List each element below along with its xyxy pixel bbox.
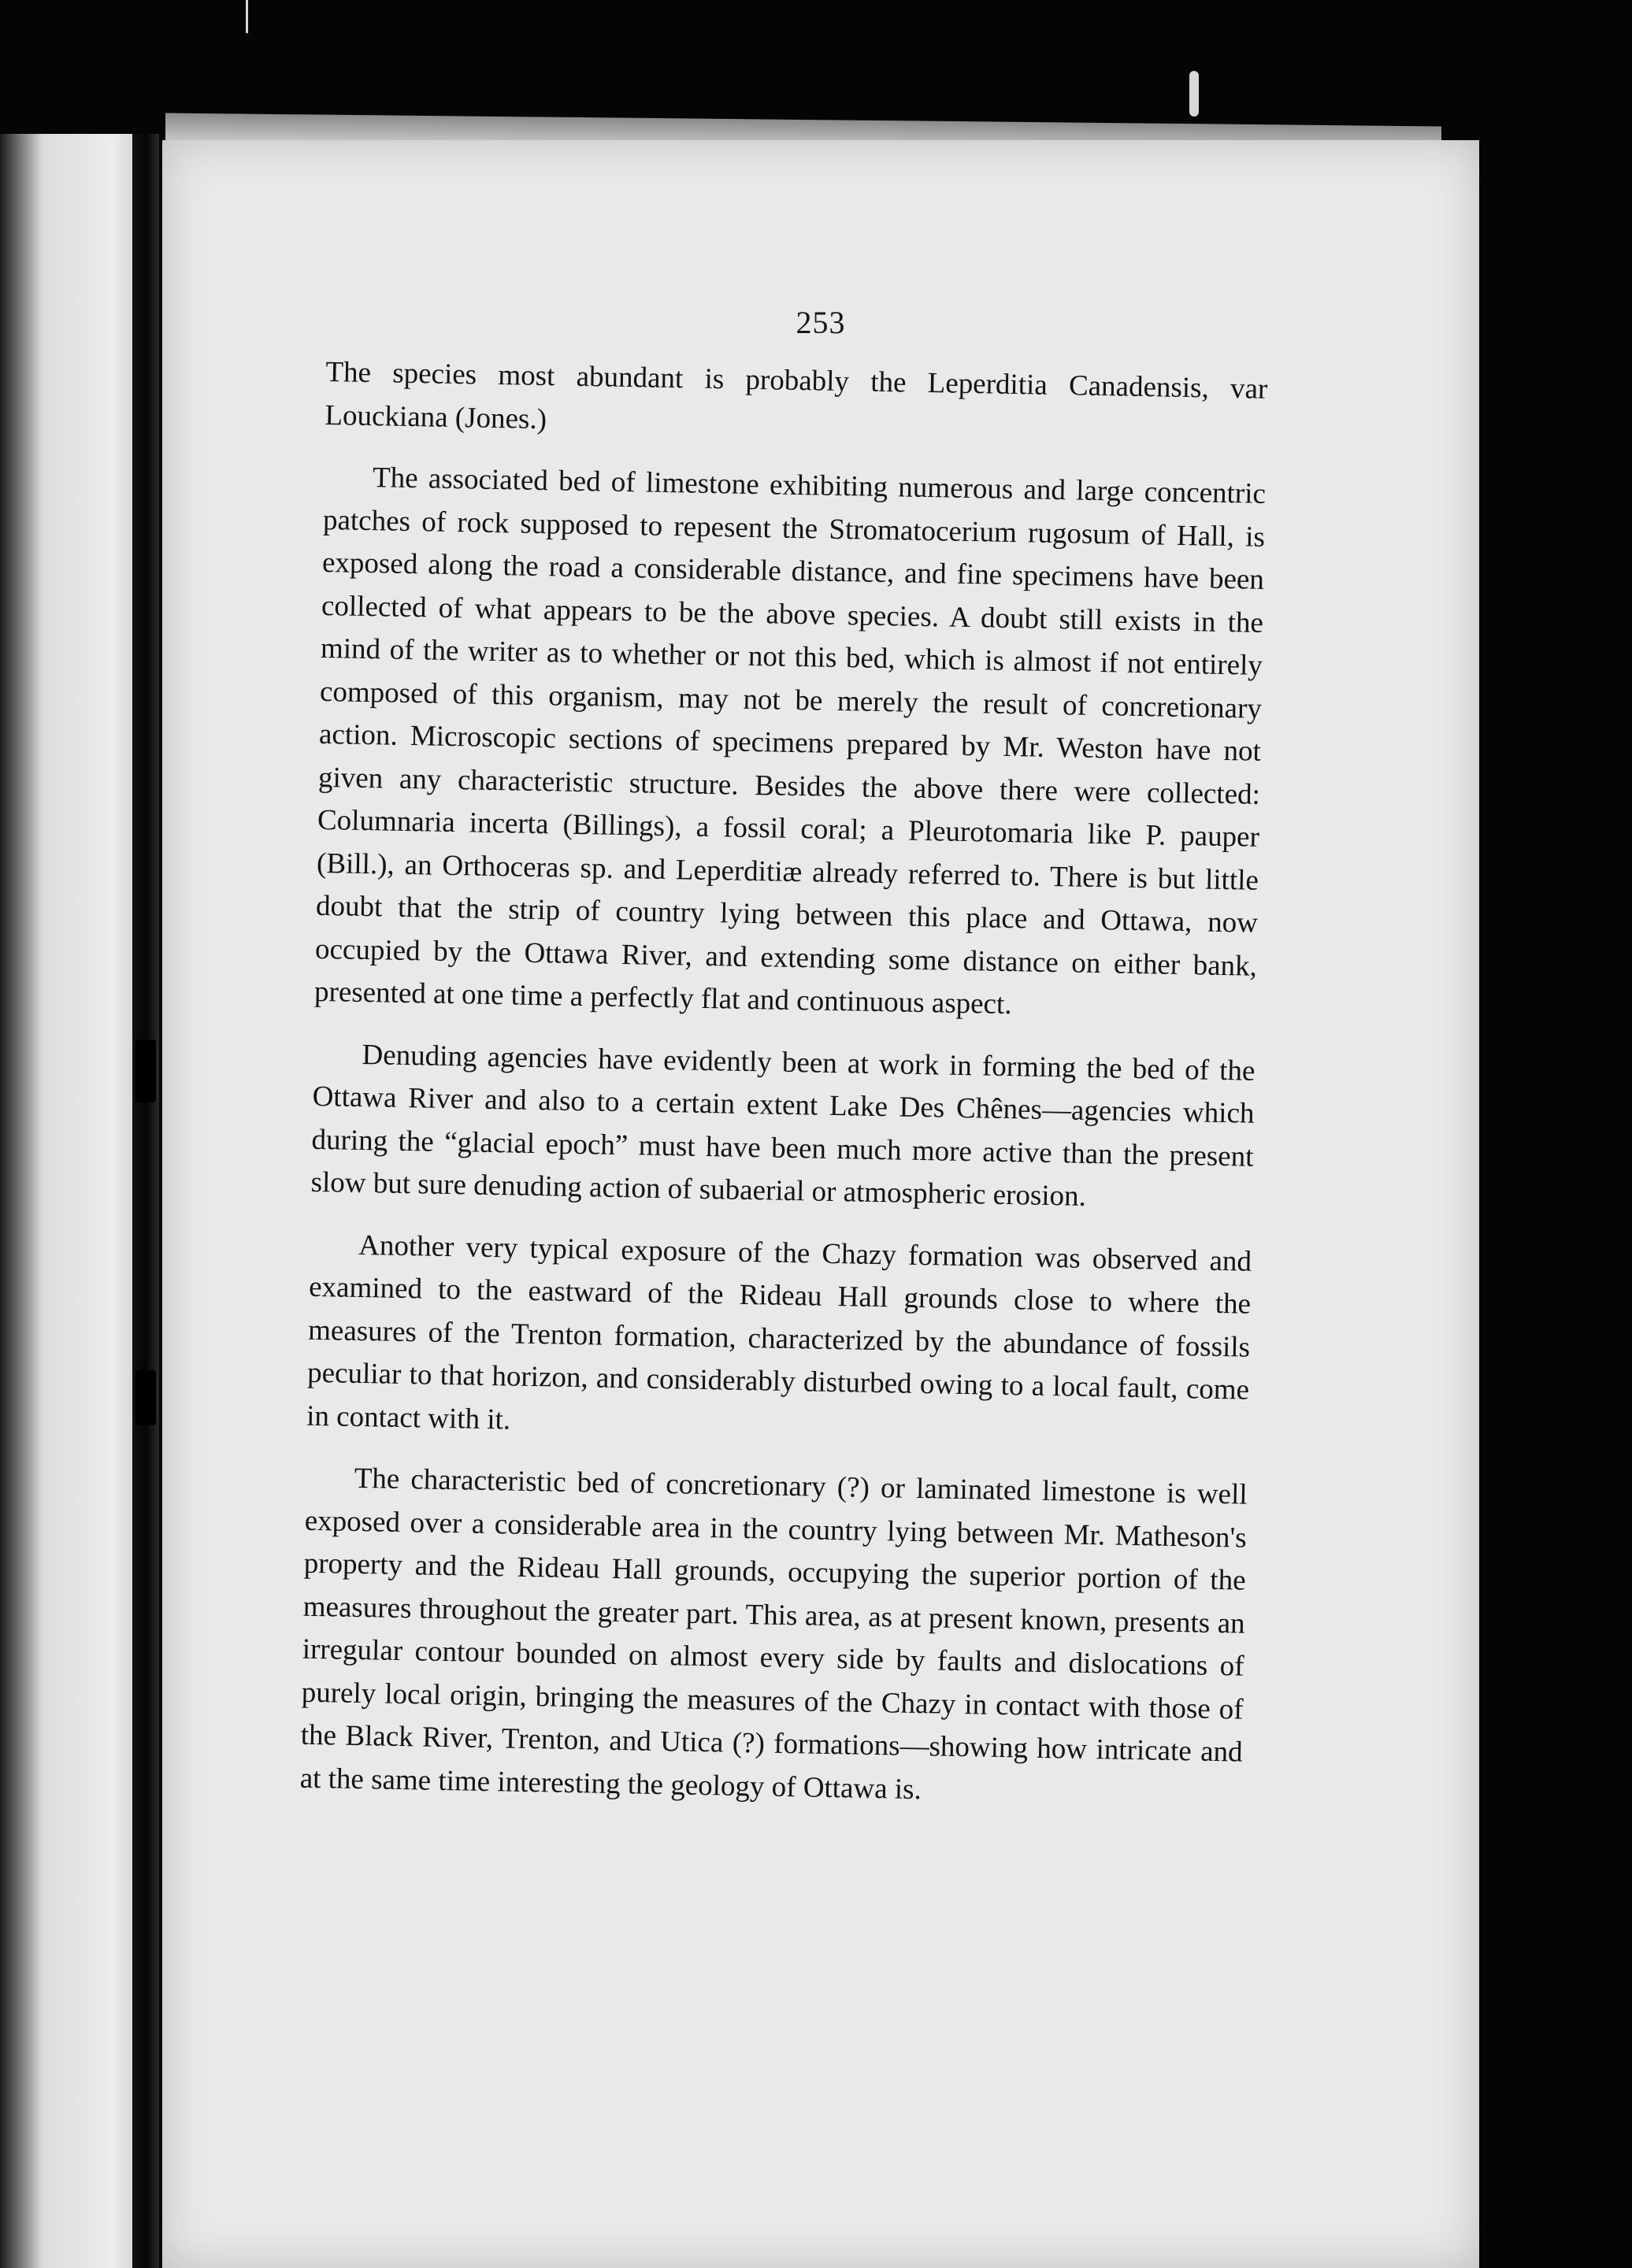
scan-mark xyxy=(246,0,248,33)
paragraph: Another very typical exposure of the Chazy formation was observed and examined to the eastward of the Rideau Hall grounds close to where the measures of the Trenton formation, characterized by the abundance of fossils peculiar to that horizon, and considerably disturbed owing to a local fault, come in contact with it. xyxy=(306,1228,1252,1436)
book-page xyxy=(162,140,1479,2268)
book-gutter xyxy=(132,134,159,2268)
paragraph: Denuding agencies have evidently been at work in forming the bed of the Ottawa River and also to a certain extent Lake Des Chênes—agencies which during the “glacial epoch” must have been much more active than the present slow but sure denuding action of subaerial or atmospheric erosion. xyxy=(310,1038,1256,1213)
paragraph: The associated bed of limestone exhibiting numerous and large concentric patches of rock supposed to repesent the Stromatocerium rugosum of Hall, is exposed along the road a considerable distance, and fine specimens have been collected of what appears to be the above species. A doubt still exists in the mind of the writer as to whether or not this bed, which is almost if not entirely composed of this organism, may not be merely the result of concretionary action. Microscopic sections of specimens prepared by Mr. Weston have not given any characteristic structure. Besides the above there were collected: Columnaria incerta (Billings), a fossil coral; a Pleurotomaria like P. pauper (Bill.), an Orthoceras sp. and Leperditiæ already referred to. There is but little doubt that the strip of country lying between this place and Ottawa, now occupied by the Ottawa River, and extending some distance on either bank, presented at one time a perfectly flat and continuous aspect. xyxy=(313,461,1267,1021)
paragraph: The characteristic bed of concretionary (?) or laminated limestone is well exposed over a considerable area in the country lying between Mr. Matheson's property and the Rideau Hall grounds, occupying the superior portion of the measures throughout the greater part. This area, as at present known, presents an irregular contour bounded on almost every side by faults and dislocations of purely local origin, bringing the measures of the Chazy in contact with those of the Black River, Trenton, and Utica (?) formations—showing how intricate and at the same time interesting the geology of Ottawa is. xyxy=(299,1462,1248,1806)
binding-mark xyxy=(135,1040,156,1102)
page-body xyxy=(299,351,1268,1836)
page-number: 253 xyxy=(796,305,846,340)
scan-mark xyxy=(1189,71,1199,117)
paragraph: The species most abundant is probably the Leperditia Canadensis, var Louckiana (Jones.) xyxy=(325,355,1268,435)
binding-mark xyxy=(135,1370,156,1425)
facing-page-edge xyxy=(0,134,142,2268)
